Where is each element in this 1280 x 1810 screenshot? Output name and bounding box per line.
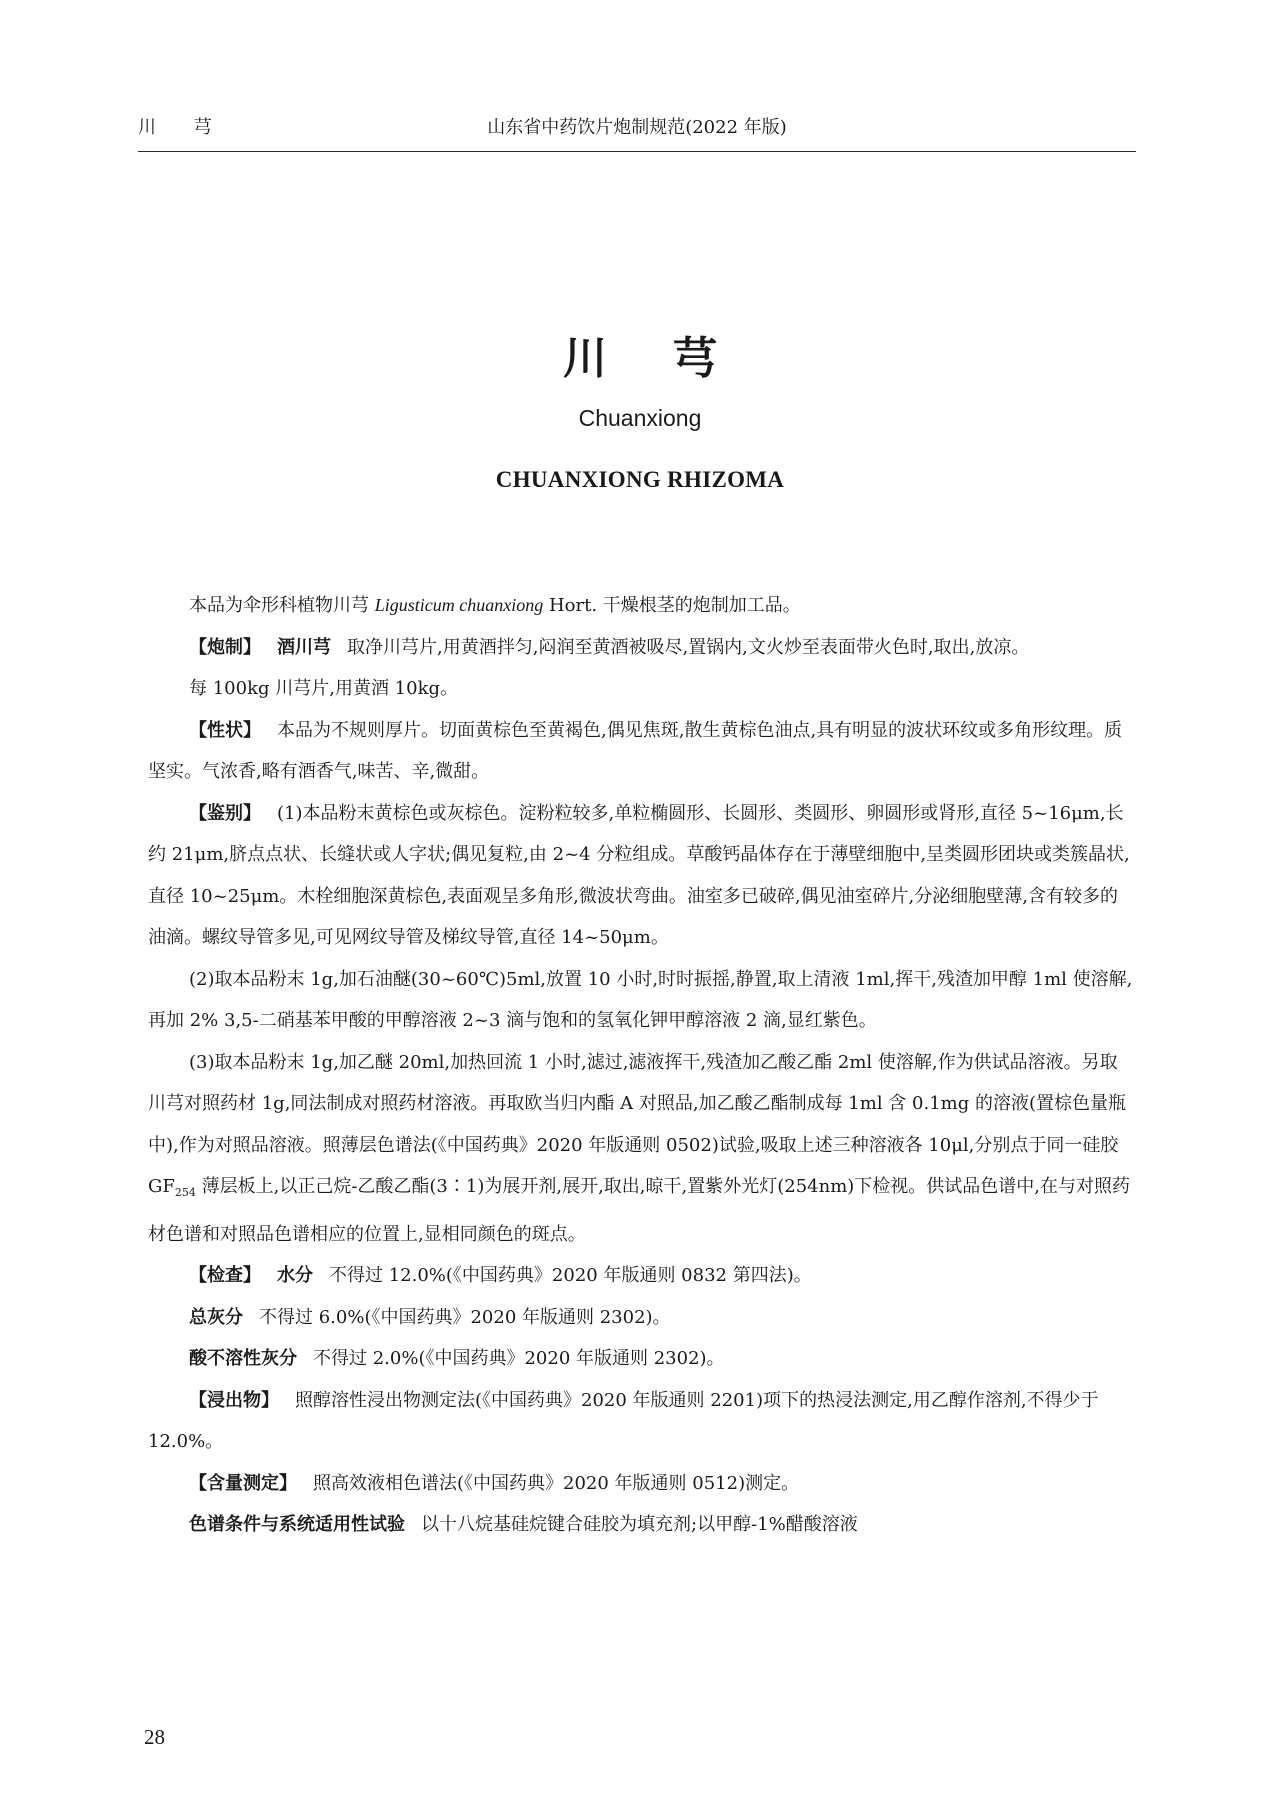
total-ash-paragraph: 总灰分 不得过 6.0%(《中国药典》2020 年版通则 2302)。 [189, 1306, 671, 1328]
section-label-assay: 【含量测定】 [189, 1472, 297, 1494]
processing-ratio: 每 100kg 川芎片,用黄酒 10kg。 [189, 678, 459, 699]
species-name: Ligusticum chuanxiong [374, 595, 544, 615]
title-char-2: 芎 [673, 333, 717, 384]
section-label-inspection: 【检查】 [189, 1265, 261, 1286]
acid-ash-label: 酸不溶性灰分 [189, 1348, 297, 1369]
monograph-title [0, 322, 1280, 386]
identification-paragraph-3: (3)取本品粉末 1g,加乙醚 20ml,加热回流 1 小时,滤过,滤液挥干,残渣加乙酸乙酯 2ml 使溶解,作为供试品溶液。另取川芎对照药材 1g,同法制成对照药材溶液。再取欧当归内酯 A 对照品,加乙酸乙酯制成每 1ml 含 0.1mg 的溶液(置棕色量瓶中),作为对照品溶液。照薄层色谱法(《中国药典》2020 年版通则 0502)试验,吸取上述三种溶液各 10μl,分别点于同一硅胶 $GF_{254}$ 薄层板上,以正己烷-乙酸乙酯(3∶1)为展开剂,展开,取出,晾干,置紫外光灯(254nm)下检视。供试品色谱中,在与对照药材色谱和对照品色谱相应的位置上,显相同颜色的斑点。 [148, 1051, 1131, 1245]
monograph-pinyin: Chuanxiong [578, 405, 702, 431]
total-ash-label: 总灰分 [189, 1306, 243, 1328]
processing-paragraph: 【炮制】 酒川芎 取净川芎片,用黄酒拌匀,闷润至黄酒被吸尽,置锅内,文火炒至表面带火色时,取出,放凉。 [189, 636, 1030, 658]
chromatography-conditions-paragraph: 色谱条件与系统适用性试验 以十八烷基硅烷键合硅胶为填充剂;以甲醇-1%醋酸溶液 [189, 1514, 858, 1535]
section-label-identification: 【鉴别】 [189, 802, 261, 824]
intro-paragraph: 本品为伞形科植物川芎 Ligusticum chuanxiong Hort. 干燥根茎的炮制加工品。 [189, 595, 801, 616]
conditions-label: 色谱条件与系统适用性试验 [189, 1514, 405, 1535]
section-label-processing: 【炮制】 [189, 636, 261, 658]
identification-paragraph-1: 【鉴别】 (1)本品粉末黄棕色或灰棕色。淀粉粒较多,单粒椭圆形、长圆形、类圆形、卵圆形或肾形,直径 5~16μm,长约 21μm,脐点点状、长缝状或人字状;偶见复粒,由 2~4 分粒组成。草酸钙晶体存在于薄壁细胞中,呈类圆形团块或类簇晶状,直径 10~25μm。木栓细胞深黄棕色,表面观呈多角形,微波状弯曲。油室多已破碎,偶见油室碎片,分泌细胞壁薄,含有较多的油滴。螺纹导管多见,可见网纹导管及梯纹导管,直径 14~50μm。 [148, 802, 1130, 948]
monograph-body [148, 585, 1135, 1546]
extract-paragraph: 【浸出物】 照醇溶性浸出物测定法(《中国药典》2020 年版通则 2201)项下的热浸法测定,用乙醇作溶剂,不得少于 12.0%。 [148, 1389, 1099, 1452]
water-label: 水分 [277, 1265, 313, 1286]
inspection-paragraph: 【检查】 水分 不得过 12.0%(《中国药典》2020 年版通则 0832 第四法)。 [189, 1265, 812, 1286]
assay-paragraph: 【含量测定】 照高效液相色谱法(《中国药典》2020 年版通则 0512)测定。 [189, 1472, 800, 1494]
running-header [138, 113, 1136, 152]
monograph-latin-name: CHUANXIONG RHIZOMA [495, 467, 785, 492]
section-label-description: 【性状】 [189, 719, 261, 741]
processing-method: 酒川芎 [277, 636, 331, 658]
page-number: 28 [144, 1725, 165, 1749]
description-paragraph: 【性状】 本品为不规则厚片。切面黄棕色至黄褐色,偶见焦斑,散生黄棕色油点,具有明显的波状环纹或多角形纹理。质坚实。气浓香,略有酒香气,味苦、辛,微甜。 [148, 719, 1123, 782]
section-label-extract: 【浸出物】 [189, 1389, 279, 1411]
header-book-title: 山东省中药饮片炮制规范(2022 年版) [487, 117, 787, 138]
title-char-1: 川 [563, 333, 607, 384]
identification-paragraph-2: (2)取本品粉末 1g,加石油醚(30~60℃)5ml,放置 10 小时,时时振摇,静置,取上清液 1ml,挥干,残渣加甲醇 1ml 使溶解,再加 2% 3,5-二硝基苯甲酸的甲醇溶液 2~3 滴与饱和的氢氧化钾甲醇溶液 2 滴,显红紫色。 [148, 968, 1133, 1031]
acid-insoluble-ash-paragraph: 酸不溶性灰分 不得过 2.0%(《中国药典》2020 年版通则 2302)。 [189, 1348, 725, 1369]
header-section-name: 川 芎 [138, 117, 228, 138]
